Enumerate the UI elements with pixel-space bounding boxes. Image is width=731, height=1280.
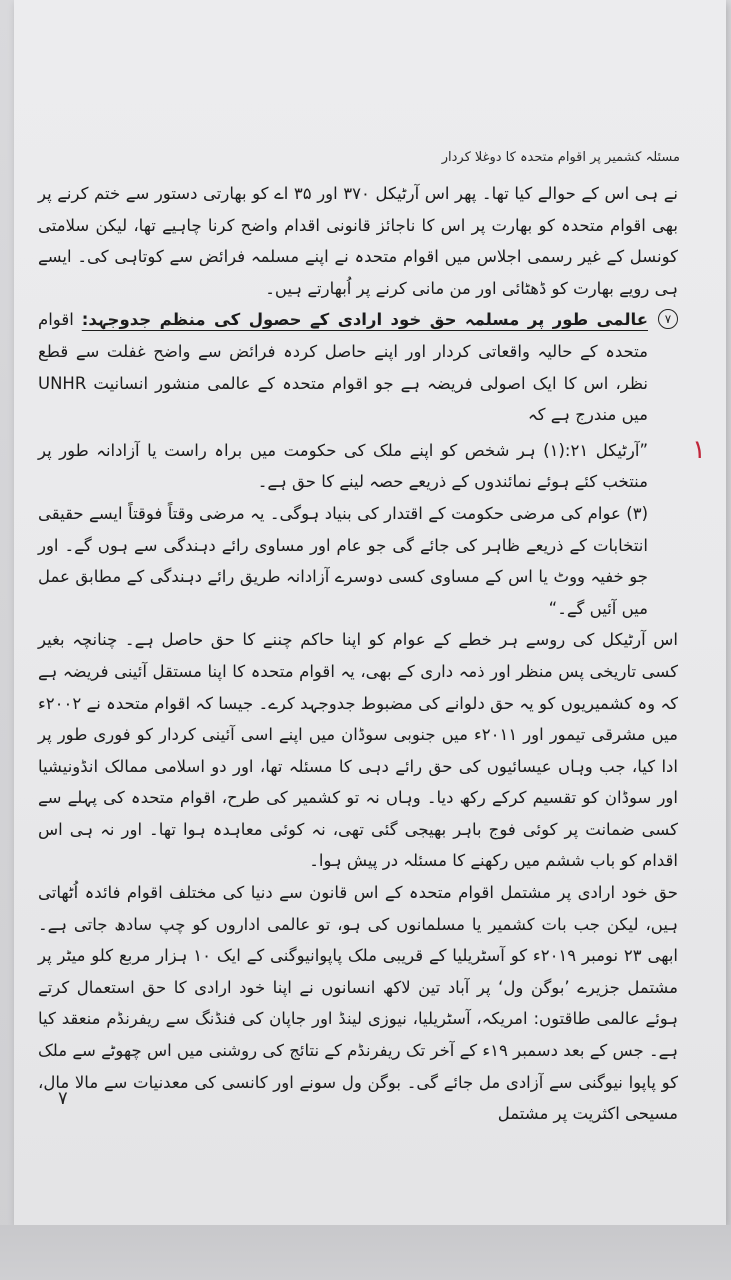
quote-article-21-3: (۳) عوام کی مرضی حکومت کے اقتدار کی بنیاد ہوگی۔ یہ مرضی وقتاً فوقتاً ایسے حقیقی انتخابات کے ذریعے ظاہر کی جائے گی جو عام اور مساوی رائے دہندگی سے ہوں گے۔ اور جو خفیہ ووٹ یا اس کے مساوی کسی دوسرے آزادانہ طریق رائے دہندگی کے مطابق عمل میں آئیں گے۔“	[38, 503, 648, 618]
margin-mark: ۱	[692, 434, 706, 465]
page-shadow	[0, 1225, 731, 1280]
quote-article-21-1: ”آرٹیکل ۲۱:(۱) ہر شخص کو اپنے ملک کی حکومت میں براہ راست یا آزادانہ طور پر منتخب کئے ہوئے نمائندوں کے ذریعے حصہ لینے کا حق ہے۔	[38, 440, 648, 492]
section-number: ۷	[658, 309, 678, 329]
quote-block	[38, 434, 706, 625]
running-header: مسئلہ کشمیر پر اقوام متحدہ کا دوغلا کردار	[441, 150, 680, 165]
section-body: اقوام متحدہ کے حالیہ واقعاتی کردار اور اپنے حاصل کردہ فرائض سے واضح غفلت سے قطع نظر، اس کا ایک اصولی فریضہ ہے جو اقوام متحدہ کے عالمی منشور انسانیت UNHR میں مندرج ہے کہ	[38, 310, 648, 425]
section-heading: عالمی طور پر مسلمہ حق خود ارادی کے حصول کی منظم جدوجہد:	[81, 310, 648, 330]
paragraph-1: نے ہی اس کے حوالے کیا تھا۔ پھر اس آرٹیکل ۳۷۰ اور ۳۵ اے کو بھارتی دستور سے ختم کرنے پر بھی اقوام متحدہ کو بھارت پر اس کا ناجائز قانونی اقدام واضح کرنا چاہیے تھا، لیکن سلامتی کونسل کے غیر رسمی اجلاس میں اقوام متحدہ نے اپنے مسلمہ فرائض سے کوتاہی کی۔ ایسے ہی رویے بھارت کو ڈھٹائی اور من مانی کرنے پر اُبھارتے ہیں۔	[38, 184, 678, 298]
page-number: ۷	[58, 1088, 68, 1109]
section-7	[38, 304, 678, 430]
paragraph-3: حق خود ارادی پر مشتمل اقوام متحدہ کے اس قانون سے دنیا کی مختلف اقوام فائدہ اُٹھاتی ہیں، لیکن جب بات کشمیر یا مسلمانوں کی ہو، تو عالمی اداروں کو چپ سادھ جاتی ہے۔ ابھی ۲۳ نومبر ۲۰۱۹ء کو آسٹریلیا کے قریبی ملک پاپوانیوگنی کے ایک ۱۰ ہزار مربع کلو میٹر پر مشتمل جزیرے ’بوگن ول‘ پر آباد تین لاکھ انسانوں نے اپنا خود ارادی کا حق استعمال کرتے ہوئے عالمی طاقتوں: امریکہ، آسٹریلیا، نیوزی لینڈ اور جاپان کی فنڈنگ سے ریفرنڈم منعقد کیا ہے۔ جس کے بعد دسمبر ۱۹ء کے آخر تک ریفرنڈم کے نتائج کی روشنی میں اس چھوٹے سے ملک کو پاپوا نیوگنی سے آزادی مل جائے گی۔ بوگن ول سونے اور کانسی کی معدنیات سے مالا مال، مسیحی اکثریت پر مشتمل	[38, 883, 679, 1124]
page-content	[38, 178, 706, 1130]
paragraph-2: اس آرٹیکل کی روسے ہر خطے کے عوام کو اپنا حاکم چننے کا حق حاصل ہے۔ چنانچہ بغیر کسی تاریخی پس منظر اور ذمہ داری کے بھی، یہ اقوام متحدہ کا اپنا مستقل آئینی فریضہ ہے کہ وہ کشمیریوں کو یہ حق دلوانے کی مضبوط جدوجہد کرے۔ جیسا کہ اقوام متحدہ نے ۲۰۰۲ء میں مشرقی تیمور اور ۲۰۱۱ء میں جنوبی سوڈان میں اپنے اسی آئینی کردار کو فوری طور پر ادا کیا، جب وہاں عیسائیوں کی حق رائے دہی کا مسئلہ تھا، اور دو اسلامی ممالک انڈونیشیا اور سوڈان کو تقسیم کرکے رکھ دیا۔ وہاں نہ تو کشمیر کی طرح، اقوام متحدہ کی پہلے سے کسی ضمانت پر کوئی فوج باہر بھیجی گئی تھی، نہ کوئی معاہدہ ہوا تھا۔ اور نہ ہی اس اقدام کو باب ششم میں رکھنے کا مسئلہ در پیش ہوا۔	[38, 630, 679, 871]
